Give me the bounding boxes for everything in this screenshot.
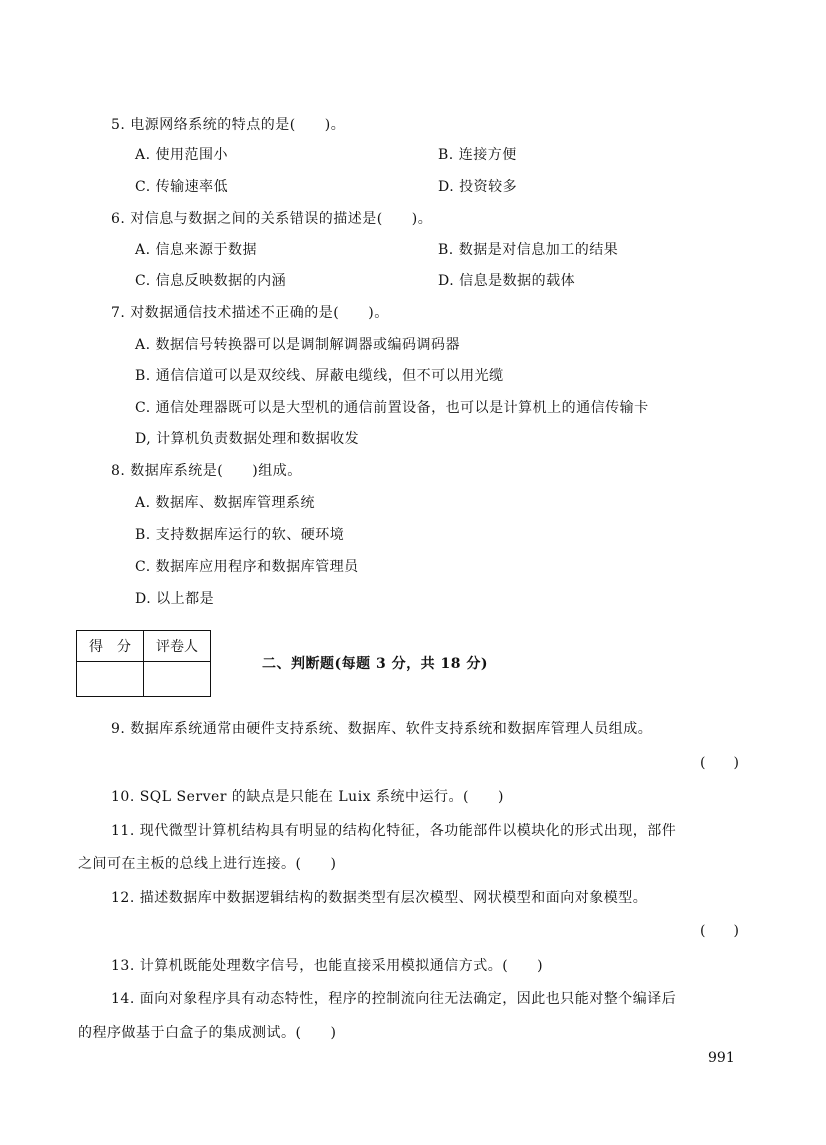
q12-text: 12. 描述数据库中数据逻辑结构的数据类型有层次模型、网状模型和面向对象模型。 [111, 890, 648, 906]
grader-header: 评卷人 [144, 631, 211, 662]
q14-line2: 的程序做基于白盒子的集成测试。( ) [78, 1025, 337, 1041]
q5-option-b: B. 连接方便 [438, 147, 517, 163]
score-header: 得 分 [77, 631, 144, 662]
q8-option-b: B. 支持数据库运行的软、硬环境 [135, 527, 345, 543]
q7-option-c: C. 通信处理器既可以是大型机的通信前置设备，也可以是计算机上的通信传输卡 [135, 400, 649, 416]
q11-line1: 11. 现代微型计算机结构具有明显的结构化特征，各功能部件以模块化的形式出现，部件 [111, 823, 677, 839]
q10-text: 10. SQL Server 的缺点是只能在 Luix 系统中运行。( ) [111, 789, 504, 805]
q5-stem: 5. 电源网络系统的特点的是( )。 [111, 117, 346, 133]
q5-option-d: D. 投资较多 [438, 179, 518, 195]
q6-option-d: D. 信息是数据的载体 [438, 273, 576, 289]
q7-option-a: A. 数据信号转换器可以是调制解调器或编码调码器 [135, 337, 461, 353]
q7-stem: 7. 对数据通信技术描述不正确的是( )。 [111, 305, 389, 321]
q6-option-a: A. 信息来源于数据 [135, 242, 258, 258]
q5-option-a: A. 使用范围小 [135, 147, 229, 163]
q7-option-d: D, 计算机负责数据处理和数据收发 [135, 431, 360, 447]
q8-option-d: D. 以上都是 [135, 591, 215, 607]
q11-line2: 之间可在主板的总线上进行连接。( ) [78, 856, 337, 872]
q14-line1: 14. 面向对象程序具有动态特性，程序的控制流向往无法确定，因此也只能对整个编译后 [111, 991, 677, 1007]
section-title: 二、判断题(每题 3 分，共 18 分) [262, 656, 488, 672]
q12-answer-paren[interactable]: ( ) [700, 923, 739, 939]
score-table [76, 630, 211, 697]
q9-answer-paren[interactable]: ( ) [700, 755, 739, 771]
q6-stem: 6. 对信息与数据之间的关系错误的描述是( )。 [111, 211, 433, 227]
q6-option-c: C. 信息反映数据的内涵 [135, 273, 287, 289]
q7-option-b: B. 通信信道可以是双绞线、屏蔽电缆线，但不可以用光缆 [135, 368, 504, 384]
q8-option-c: C. 数据库应用程序和数据库管理员 [135, 559, 359, 575]
q13-text: 13. 计算机既能处理数字信号，也能直接采用模拟通信方式。( ) [111, 958, 544, 974]
q8-option-a: A. 数据库、数据库管理系统 [135, 495, 316, 511]
q8-stem: 8. 数据库系统是( )组成。 [111, 463, 302, 479]
page-number: 991 [708, 1050, 735, 1066]
q5-option-c: C. 传输速率低 [135, 179, 229, 195]
q6-option-b: B. 数据是对信息加工的结果 [438, 242, 619, 258]
grader-cell[interactable] [144, 662, 211, 697]
q9-text: 9. 数据库系统通常由硬件支持系统、数据库、软件支持系统和数据库管理人员组成。 [111, 721, 653, 737]
score-cell[interactable] [77, 662, 144, 697]
